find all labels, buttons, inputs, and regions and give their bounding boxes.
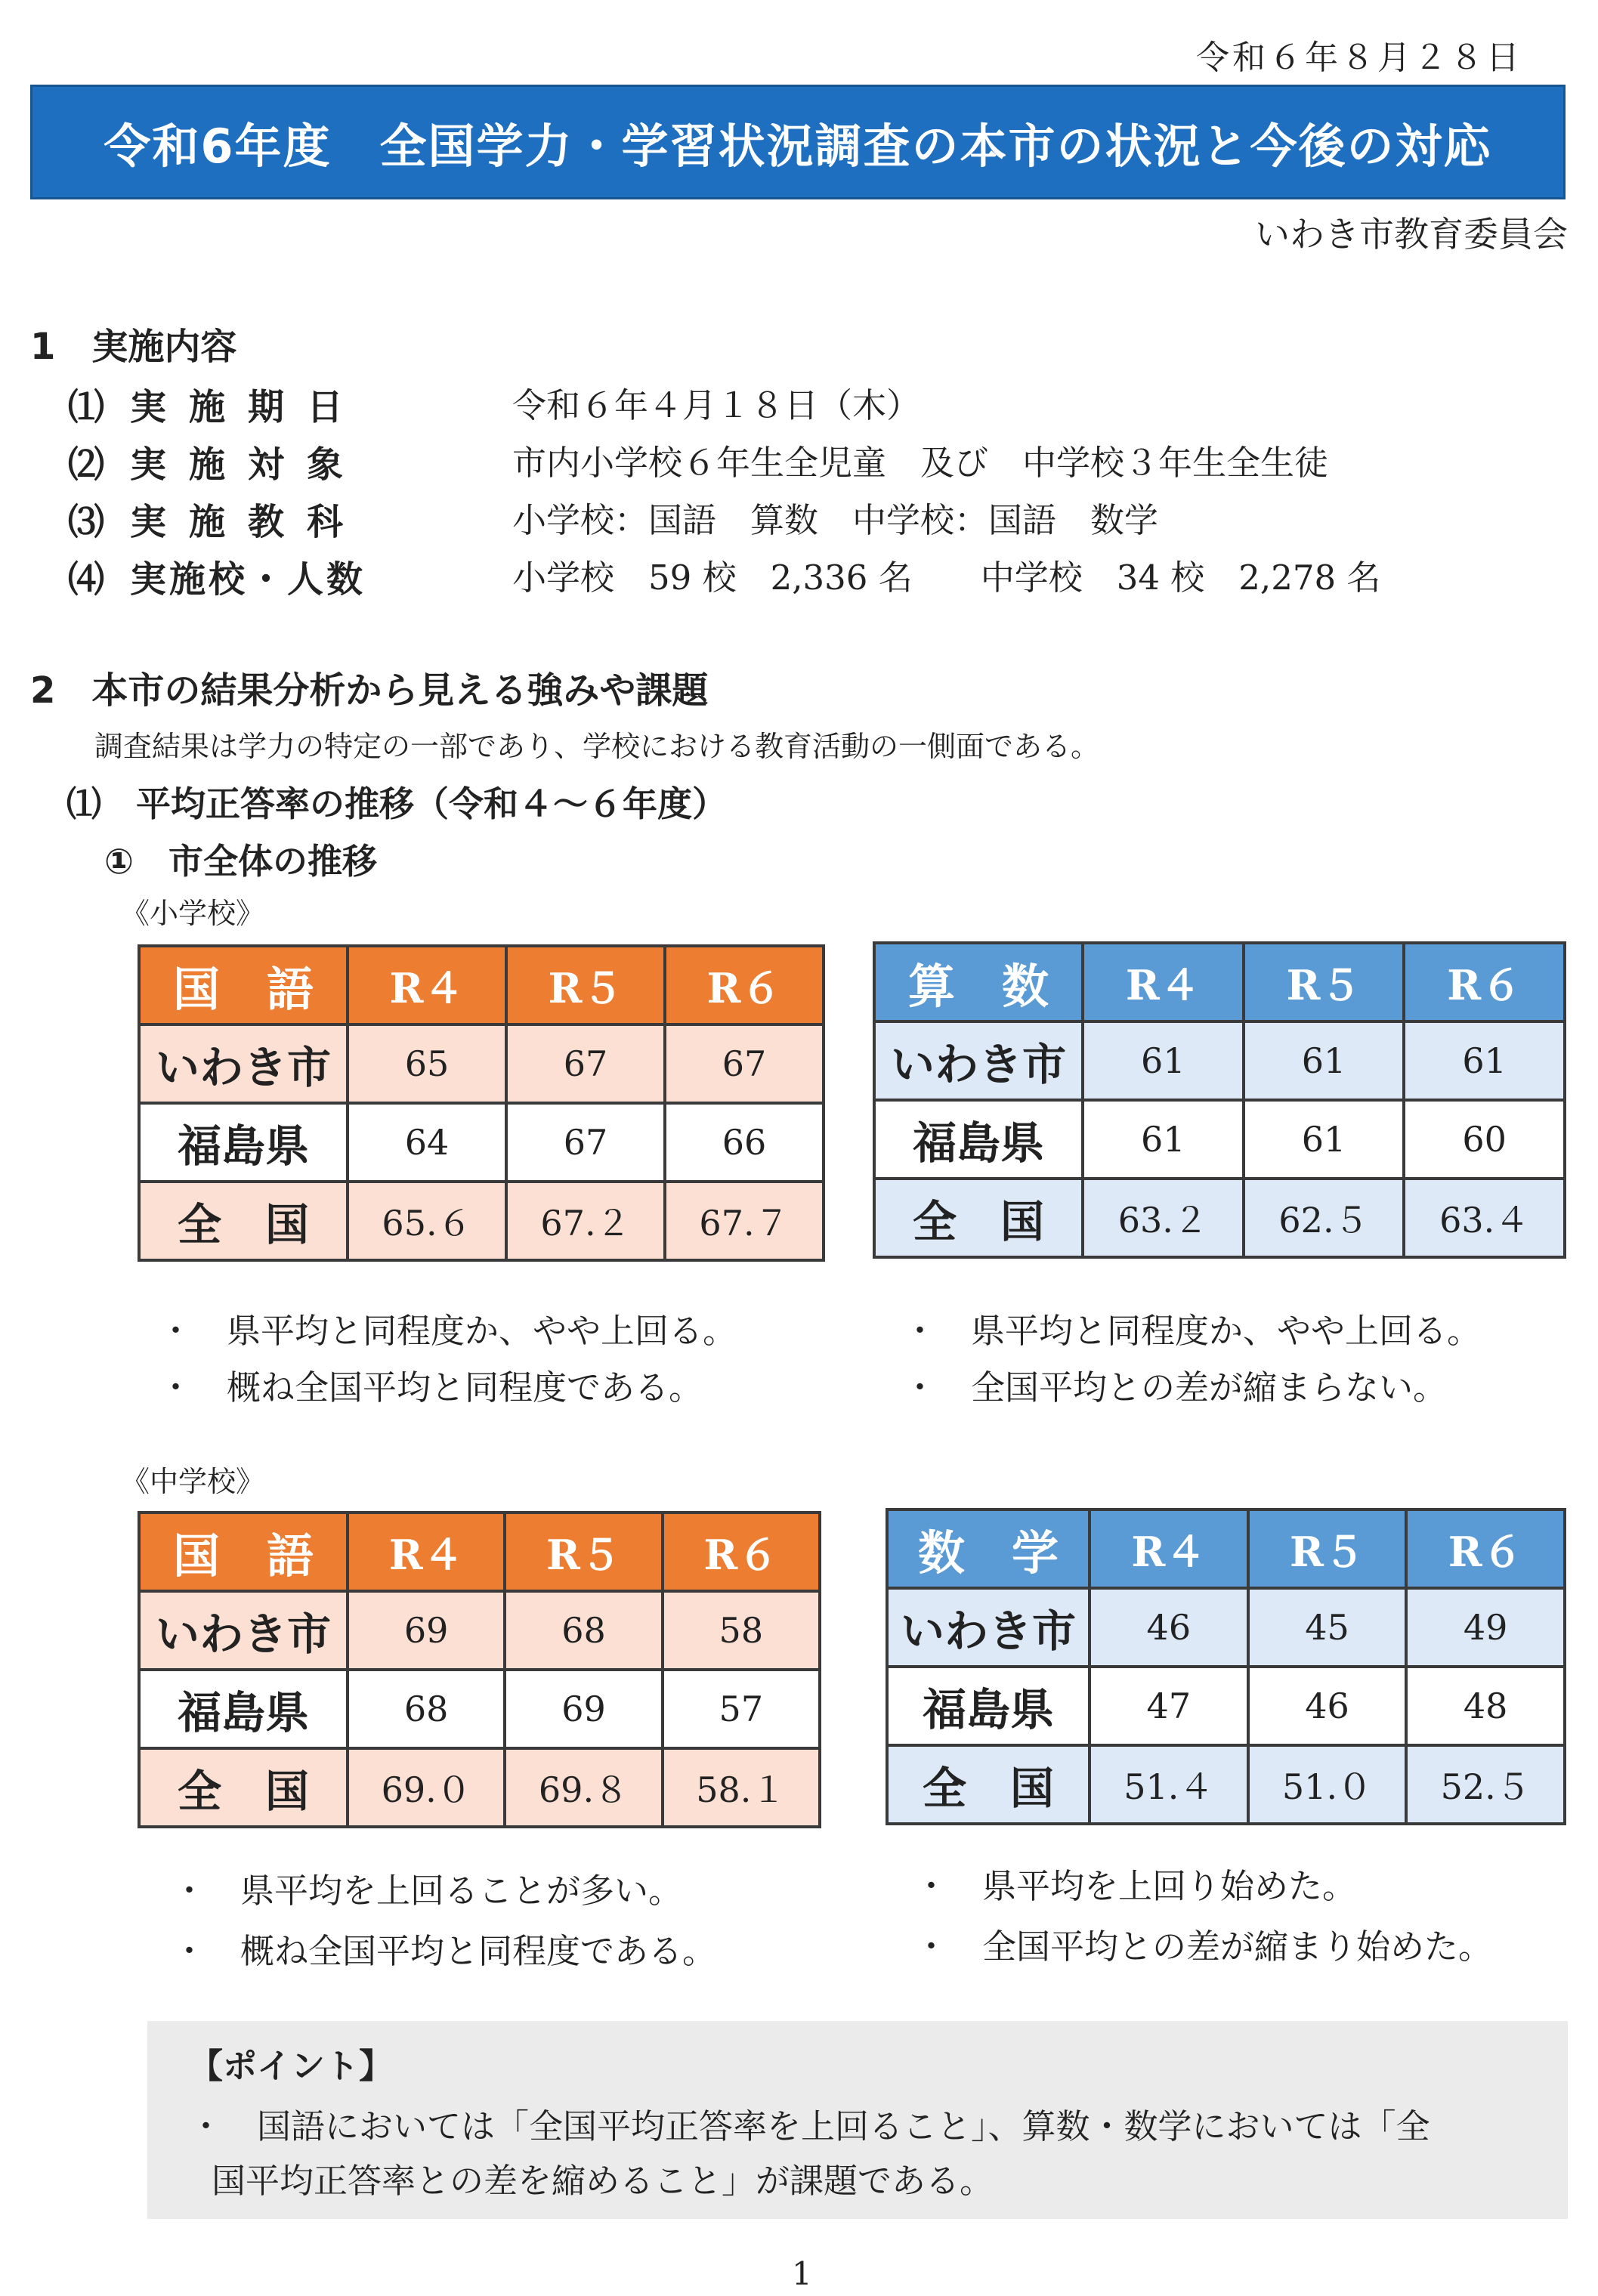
row-label: 全 国 bbox=[139, 1748, 348, 1827]
table-cell: 67.２ bbox=[506, 1182, 665, 1260]
table-cell: 66 bbox=[665, 1103, 824, 1182]
row-label: いわき市 bbox=[139, 1591, 348, 1670]
row-label: 福島県 bbox=[887, 1667, 1090, 1745]
note-text: 全国平均との差が縮まり始めた。 bbox=[982, 1927, 1493, 1967]
table-cell: 65.６ bbox=[348, 1182, 506, 1260]
table-cell: 51.０ bbox=[1248, 1745, 1407, 1824]
column-header: R４ bbox=[1090, 1510, 1248, 1588]
table-row bbox=[139, 1670, 820, 1748]
section-1-item bbox=[68, 378, 1504, 428]
section-1-item bbox=[68, 493, 1504, 543]
row-label: 福島県 bbox=[139, 1103, 348, 1182]
list-item: ・ 県平均と同程度か、やや上回る。 bbox=[903, 1311, 1482, 1351]
list-item: ・ 県平均と同程度か、やや上回る。 bbox=[159, 1311, 737, 1351]
list-item: ・ 県平均を上回り始めた。 bbox=[914, 1866, 1357, 1906]
item-value: 令和６年４月１８日（木） bbox=[512, 385, 921, 425]
table-row bbox=[887, 1745, 1565, 1824]
item-number: ⑴ bbox=[68, 386, 128, 428]
table-cell: 60 bbox=[1404, 1100, 1565, 1179]
column-header: R５ bbox=[1244, 943, 1405, 1021]
table-cell: 61 bbox=[1083, 1100, 1244, 1179]
column-header: R４ bbox=[1083, 943, 1244, 1021]
table-subject-header: 算 数 bbox=[874, 943, 1083, 1021]
item-value: 小学校：国語 算数 中学校：国語 数学 bbox=[512, 500, 1159, 540]
item-value: 小学校 59 校 2,336 名 中学校 34 校 2,278 名 bbox=[512, 558, 1381, 598]
table-row bbox=[887, 1667, 1565, 1745]
table-cell: 45 bbox=[1248, 1588, 1407, 1667]
note-text: 全国平均との差が縮まらない。 bbox=[971, 1367, 1448, 1408]
column-header: R６ bbox=[665, 946, 824, 1024]
table-cell: 57 bbox=[663, 1670, 820, 1748]
table-cell: 69 bbox=[505, 1670, 662, 1748]
table-subject-header: 数 学 bbox=[887, 1510, 1090, 1588]
subsection-heading: ⑴ 平均正答率の推移（令和４～６年度） bbox=[66, 783, 727, 824]
item-number: ⑷ bbox=[68, 558, 128, 601]
column-header: R６ bbox=[663, 1513, 820, 1591]
subsubsection-heading: ① 市全体の推移 bbox=[104, 841, 377, 882]
note-text: 県平均を上回り始めた。 bbox=[982, 1866, 1357, 1906]
table-cell: 67 bbox=[665, 1024, 824, 1103]
table-cell: 61 bbox=[1244, 1021, 1405, 1100]
item-label: 実施対象 bbox=[130, 443, 366, 486]
table-row bbox=[139, 1103, 824, 1182]
table-cell: 63.２ bbox=[1083, 1179, 1244, 1257]
item-number: ⑵ bbox=[68, 443, 128, 486]
table-cell: 52.５ bbox=[1406, 1745, 1565, 1824]
list-item: ・ 全国平均との差が縮まり始めた。 bbox=[914, 1927, 1493, 1967]
table-subject-header: 国 語 bbox=[139, 1513, 348, 1591]
table-cell: 65 bbox=[348, 1024, 506, 1103]
list-item: ・ 概ね全国平均と同程度である。 bbox=[159, 1367, 703, 1408]
section-1-item bbox=[68, 550, 1504, 601]
document-date: 令和６年８月２８日 bbox=[1196, 39, 1522, 77]
table-row bbox=[139, 1024, 824, 1103]
note-text: 概ね全国平均と同程度である。 bbox=[227, 1367, 703, 1408]
section-2-heading: 2 本市の結果分析から見える強みや課題 bbox=[30, 669, 709, 712]
table-cell: 51.４ bbox=[1090, 1745, 1248, 1824]
item-label: 実施期日 bbox=[130, 386, 366, 428]
point-text-line: ・ 国語においては「全国平均正答率を上回ること」、算数・数学においては「全 bbox=[189, 2106, 1430, 2146]
elementary-math-table bbox=[873, 941, 1566, 1259]
point-text-line: 国平均正答率との差を縮めること」が課題である。 bbox=[212, 2161, 994, 2201]
table-cell: 68 bbox=[505, 1591, 662, 1670]
section-1-item bbox=[68, 435, 1504, 486]
elementary-japanese-table bbox=[138, 944, 825, 1262]
row-label: 福島県 bbox=[139, 1670, 348, 1748]
document-title: 令和6年度 全国学力・学習状況調査の本市の状況と今後の対応 bbox=[30, 85, 1566, 199]
note-text: 県平均と同程度か、やや上回る。 bbox=[971, 1311, 1482, 1351]
item-value: 市内小学校６年生全児童 及び 中学校３年生全生徒 bbox=[512, 443, 1329, 483]
table-cell: 49 bbox=[1406, 1588, 1565, 1667]
issuing-organization: いわき市教育委員会 bbox=[1255, 214, 1568, 255]
column-header: R６ bbox=[1406, 1510, 1565, 1588]
table-cell: 61 bbox=[1404, 1021, 1565, 1100]
table-cell: 67 bbox=[506, 1024, 665, 1103]
table-row bbox=[887, 1588, 1565, 1667]
column-header: R５ bbox=[505, 1513, 662, 1591]
table-cell: 64 bbox=[348, 1103, 506, 1182]
row-label: 全 国 bbox=[887, 1745, 1090, 1824]
table-cell: 67 bbox=[506, 1103, 665, 1182]
column-header: R４ bbox=[348, 1513, 505, 1591]
note-text: 県平均を上回ることが多い。 bbox=[240, 1871, 683, 1911]
column-header: R５ bbox=[506, 946, 665, 1024]
table-cell: 61 bbox=[1244, 1100, 1405, 1179]
row-label: 全 国 bbox=[874, 1179, 1083, 1257]
table-row bbox=[139, 1591, 820, 1670]
table-row bbox=[139, 1748, 820, 1827]
column-header: R４ bbox=[348, 946, 506, 1024]
table-cell: 69 bbox=[348, 1591, 505, 1670]
table-cell: 58 bbox=[663, 1591, 820, 1670]
table-row bbox=[874, 1179, 1565, 1257]
section-2-note: 調査結果は学力の特定の一部であり、学校における教育活動の一側面である。 bbox=[94, 730, 1100, 763]
item-number: ⑶ bbox=[68, 501, 128, 543]
table-cell: 63.４ bbox=[1404, 1179, 1565, 1257]
note-text: 県平均と同程度か、やや上回る。 bbox=[227, 1311, 737, 1351]
table-cell: 46 bbox=[1090, 1588, 1248, 1667]
note-text: 概ね全国平均と同程度である。 bbox=[240, 1931, 717, 1971]
list-item: ・ 県平均を上回ることが多い。 bbox=[172, 1871, 683, 1911]
item-label: 実施校・人数 bbox=[130, 558, 366, 601]
table-cell: 46 bbox=[1248, 1667, 1407, 1745]
table-cell: 68 bbox=[348, 1670, 505, 1748]
column-header: R５ bbox=[1248, 1510, 1407, 1588]
table-cell: 62.５ bbox=[1244, 1179, 1405, 1257]
table-cell: 58.１ bbox=[663, 1748, 820, 1827]
junior-label: 《中学校》 bbox=[121, 1465, 265, 1498]
table-cell: 69.８ bbox=[505, 1748, 662, 1827]
table-cell: 47 bbox=[1090, 1667, 1248, 1745]
table-row bbox=[874, 1021, 1565, 1100]
column-header: R６ bbox=[1404, 943, 1565, 1021]
table-cell: 69.０ bbox=[348, 1748, 505, 1827]
list-item: ・ 全国平均との差が縮まらない。 bbox=[903, 1367, 1448, 1408]
table-row bbox=[874, 1100, 1565, 1179]
row-label: いわき市 bbox=[887, 1588, 1090, 1667]
junior-math-table bbox=[886, 1508, 1566, 1825]
row-label: いわき市 bbox=[139, 1024, 348, 1103]
junior-japanese-table bbox=[138, 1511, 821, 1828]
list-item: ・ 概ね全国平均と同程度である。 bbox=[172, 1931, 717, 1971]
row-label: 福島県 bbox=[874, 1100, 1083, 1179]
elementary-label: 《小学校》 bbox=[121, 897, 265, 930]
page-number: 1 bbox=[792, 2255, 812, 2292]
table-cell: 67.７ bbox=[665, 1182, 824, 1260]
point-title: 【ポイント】 bbox=[189, 2046, 394, 2086]
row-label: 全 国 bbox=[139, 1182, 348, 1260]
table-cell: 48 bbox=[1406, 1667, 1565, 1745]
item-label: 実施教科 bbox=[130, 501, 366, 543]
table-row bbox=[139, 1182, 824, 1260]
row-label: いわき市 bbox=[874, 1021, 1083, 1100]
section-1-heading: 1 実施内容 bbox=[30, 326, 237, 368]
table-cell: 61 bbox=[1083, 1021, 1244, 1100]
table-subject-header: 国 語 bbox=[139, 946, 348, 1024]
